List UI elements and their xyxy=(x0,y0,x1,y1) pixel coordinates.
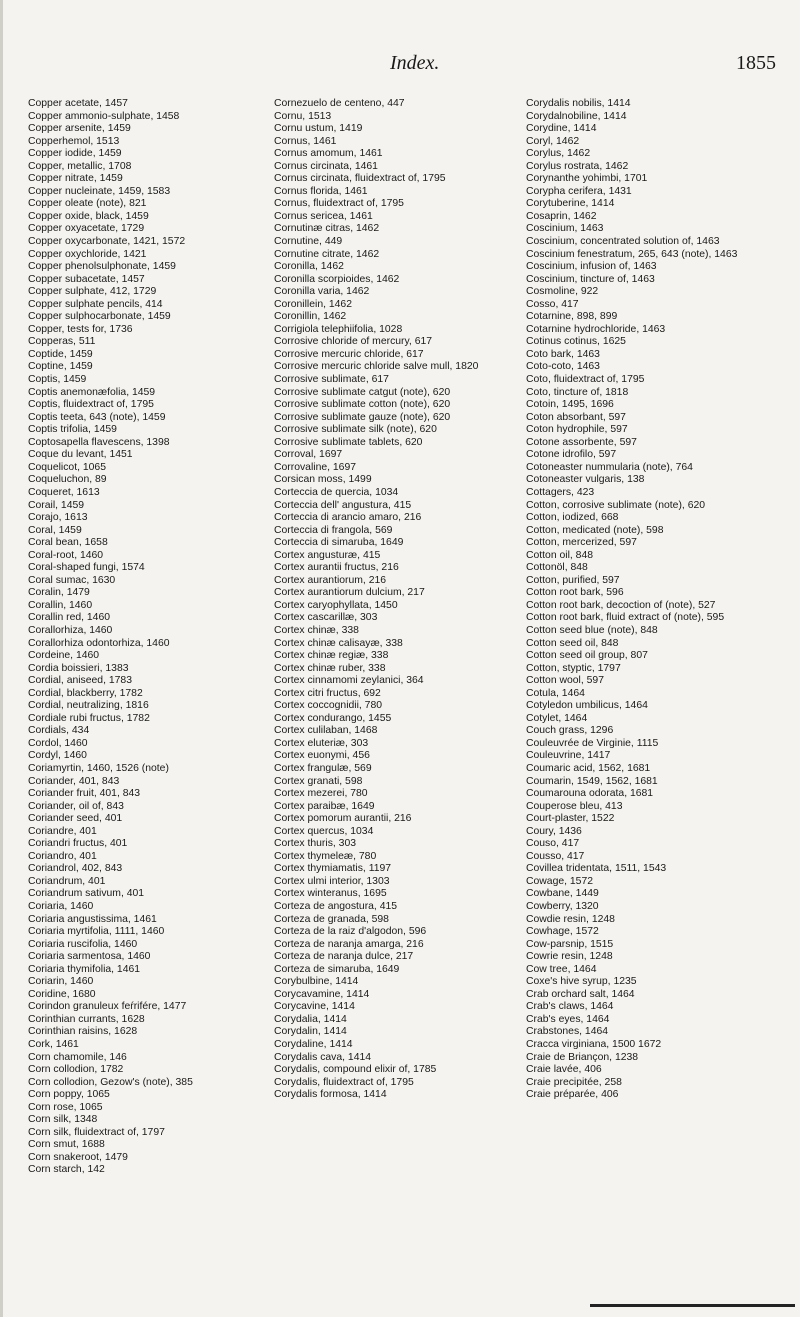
index-entry: Coriamyrtin, 1460, 1526 (note) xyxy=(28,762,169,774)
index-entry: Cortex condurango, 1455 xyxy=(274,712,392,724)
index-entry: Cotton, corrosive sublimate (note), 620 xyxy=(526,499,706,511)
index-entry: Cottonöl, 848 xyxy=(526,562,588,574)
index-entry: Cotton, medicated (note), 598 xyxy=(526,524,664,536)
index-entry: Coriaria angustissima, 1461 xyxy=(28,913,157,925)
index-entry: Coriander, oil of, 843 xyxy=(28,800,124,812)
index-entry: Corn poppy, 1065 xyxy=(28,1089,110,1101)
index-entry: Corybulbine, 1414 xyxy=(274,976,359,988)
index-entry: Coto-coto, 1463 xyxy=(526,361,600,373)
index-entry: Coumaric acid, 1562, 1681 xyxy=(526,762,651,774)
index-entry: Cornutinæ citras, 1462 xyxy=(274,223,380,235)
index-entry: Copper, metallic, 1708 xyxy=(28,160,132,172)
index-entry: Corn silk, fluidextract of, 1797 xyxy=(28,1126,165,1138)
index-entry: Cosaprin, 1462 xyxy=(526,210,597,222)
index-entry: Copper nitrate, 1459 xyxy=(28,173,123,185)
index-entry: Coqueluchon, 89 xyxy=(28,474,107,486)
index-entry: Coriandrum, 401 xyxy=(28,875,106,887)
index-entry: Coriandre, 401 xyxy=(28,825,97,837)
index-entry: Corteza de naranja amarga, 216 xyxy=(274,938,424,950)
index-entry: Cotton, styptic, 1797 xyxy=(526,662,621,674)
index-entry: Cotton oil, 848 xyxy=(526,549,594,561)
index-entry: Copper sulphate pencils, 414 xyxy=(28,298,163,310)
index-entry: Cordials, 434 xyxy=(28,725,90,737)
index-entry: Crab's claws, 1464 xyxy=(526,1001,614,1013)
index-entry: Cortex euonymi, 456 xyxy=(274,750,370,762)
index-entry: Cortex aurantiorum, 216 xyxy=(274,574,387,586)
index-entry: Coronilla scorpioides, 1462 xyxy=(274,273,400,285)
index-entry: Copper oxycarbonate, 1421, 1572 xyxy=(28,236,186,248)
index-entry: Corrosive sublimate catgut (note), 620 xyxy=(274,386,451,398)
index-entry: Cordeine, 1460 xyxy=(28,650,100,662)
index-entry: Copper oleate (note), 821 xyxy=(28,198,147,210)
index-entry: Crab orchard salt, 1464 xyxy=(526,988,635,1000)
index-entry: Copper sulphocarbonate, 1459 xyxy=(28,311,171,323)
page-header xyxy=(0,52,800,74)
index-entry: Coryl, 1462 xyxy=(526,135,580,147)
index-entry: Cotton wool, 597 xyxy=(526,675,604,687)
index-entry: Coptis anemonæfolia, 1459 xyxy=(28,386,156,398)
index-entry: Covillea tridentata, 1511, 1543 xyxy=(526,863,667,875)
index-entry: Coscinium, tincture of, 1463 xyxy=(526,273,655,285)
index-entry: Coriander, 401, 843 xyxy=(28,775,120,787)
index-entry: Couperose bleu, 413 xyxy=(526,800,623,812)
index-entry: Cortex caryophyllata, 1450 xyxy=(274,599,398,611)
index-entry: Cortex mezerei, 780 xyxy=(274,788,368,800)
index-entry: Corycavine, 1414 xyxy=(274,1001,355,1013)
index-entry: Corrosive mercuric chloride salve mull, 1820 xyxy=(274,361,479,373)
index-entry: Coptine, 1459 xyxy=(28,361,93,373)
index-entry: Copper phenolsulphonate, 1459 xyxy=(28,261,176,273)
index-entry: Copper oxide, black, 1459 xyxy=(28,210,149,222)
index-entry: Cowage, 1572 xyxy=(526,875,594,887)
index-entry: Coton absorbant, 597 xyxy=(526,411,626,423)
index-entry: Cordia boissieri, 1383 xyxy=(28,662,129,674)
index-entry: Coumarin, 1549, 1562, 1681 xyxy=(526,775,658,787)
index-entry: Court-plaster, 1522 xyxy=(526,813,615,825)
index-entry: Copper nucleinate, 1459, 1583 xyxy=(28,185,171,197)
index-entry: Corytuberine, 1414 xyxy=(526,198,615,210)
index-entry: Coriarin, 1460 xyxy=(28,976,94,988)
index-entry: Coronillein, 1462 xyxy=(274,298,352,310)
index-entry: Coriaria sarmentosa, 1460 xyxy=(28,951,151,963)
index-entry: Cornus amomum, 1461 xyxy=(274,148,383,160)
index-entry: Coral, 1459 xyxy=(28,524,82,536)
index-entry: Copper sulphate, 412, 1729 xyxy=(28,286,157,298)
index-entry: Corteccia di simaruba, 1649 xyxy=(274,537,404,549)
index-entry: Cotton root bark, fluid extract of (note), 595 xyxy=(526,612,725,624)
index-entry: Corteccia dell' angustura, 415 xyxy=(274,499,412,511)
index-entry: Cornu ustum, 1419 xyxy=(274,123,363,135)
index-entry: Cornutine citrate, 1462 xyxy=(274,248,380,260)
index-entry: Coral-root, 1460 xyxy=(28,549,104,561)
index-entry: Cornus sericea, 1461 xyxy=(274,210,373,222)
index-entry: Cotone assorbente, 597 xyxy=(526,436,637,448)
index-entry: Corrosive sublimate silk (note), 620 xyxy=(274,424,437,436)
index-entry: Cortex chinæ calisayæ, 338 xyxy=(274,637,403,649)
index-entry: Cowbane, 1449 xyxy=(526,888,599,900)
index-entry: Copper, tests for, 1736 xyxy=(28,323,133,335)
index-entry: Cork, 1461 xyxy=(28,1039,79,1051)
index-entry: Cortex citri fructus, 692 xyxy=(274,687,381,699)
index-entry: Coralin, 1479 xyxy=(28,587,90,599)
index-entry: Copper ammonio-sulphate, 1458 xyxy=(28,110,180,122)
index-entry: Coriaria thymifolia, 1461 xyxy=(28,963,141,975)
index-entry: Cosso, 417 xyxy=(526,298,579,310)
index-entry: Cortex pomorum aurantii, 216 xyxy=(274,813,412,825)
index-entry: Coriaria myrtifolia, 1111, 1460 xyxy=(28,926,165,938)
index-entry: Coriandrol, 402, 843 xyxy=(28,863,123,875)
index-entry: Couleuvrée de Virginie, 1115 xyxy=(526,737,659,749)
index-entry: Corteza de angostura, 415 xyxy=(274,901,398,912)
index-entry: Cotula, 1464 xyxy=(526,687,585,699)
index-entry: Cotoneaster vulgaris, 138 xyxy=(526,474,645,486)
index-entry: Coral sumac, 1630 xyxy=(28,574,116,586)
index-entry: Corteccia di arancio amaro, 216 xyxy=(274,512,422,524)
index-entry: Corinthian currants, 1628 xyxy=(28,1013,145,1025)
index-entry: Corydalis cava, 1414 xyxy=(274,1051,372,1063)
index-entry: Cowdie resin, 1248 xyxy=(526,913,615,925)
bottom-rule xyxy=(590,1304,795,1307)
index-entry: Coriandrum sativum, 401 xyxy=(28,888,145,900)
index-entry: Corydalis, compound elixir of, 1785 xyxy=(274,1064,437,1076)
index-entry: Corydalis nobilis, 1414 xyxy=(526,98,631,109)
index-entry: Coumarouna odorata, 1681 xyxy=(526,788,654,800)
index-entry: Cordiale rubi fructus, 1782 xyxy=(28,712,150,724)
index-entry: Corydine, 1414 xyxy=(526,123,597,135)
index-entry: Corteccia di frangola, 569 xyxy=(274,524,393,536)
index-entry: Corallorhiza, 1460 xyxy=(28,624,113,636)
index-entry: Corteza de la raiz d'algodon, 596 xyxy=(274,926,427,938)
index-entry: Coriandro, 401 xyxy=(28,850,97,862)
index-columns xyxy=(28,98,788,1288)
page-edge xyxy=(0,0,3,1317)
page-title: Index. xyxy=(390,52,440,74)
index-entry: Corail, 1459 xyxy=(28,499,85,511)
index-entry: Coptis trifolia, 1459 xyxy=(28,424,117,436)
index-entry: Coton hydrophile, 597 xyxy=(526,424,628,436)
index-entry: Coto, fluidextract of, 1795 xyxy=(526,374,645,386)
index-entry: Cortex winteranus, 1695 xyxy=(274,888,387,900)
index-entry: Corrosive chloride of mercury, 617 xyxy=(274,336,433,348)
index-entry: Cornezuelo de centeno, 447 xyxy=(274,98,405,109)
index-entry: Coptis, fluidextract of, 1795 xyxy=(28,399,154,411)
index-entry: Corypha cerifera, 1431 xyxy=(526,185,632,197)
index-entry: Cortex cascarillæ, 303 xyxy=(274,612,378,624)
index-entry: Corynanthe yohimbi, 1701 xyxy=(526,173,648,185)
index-entry: Cracca virginiana, 1500 1672 xyxy=(526,1039,662,1051)
index-entry: Cotton, mercerized, 597 xyxy=(526,537,637,549)
index-entry: Coscinium, infusion of, 1463 xyxy=(526,261,657,273)
index-entry: Cortex aurantii fructus, 216 xyxy=(274,562,399,574)
index-entry: Coxe's hive syrup, 1235 xyxy=(526,976,637,988)
index-entry: Corajo, 1613 xyxy=(28,512,88,524)
index-entry: Corn silk, 1348 xyxy=(28,1114,98,1126)
index-entry: Coscinium, 1463 xyxy=(526,223,604,235)
index-entry: Corallin, 1460 xyxy=(28,599,93,611)
index-entry: Corinthian raisins, 1628 xyxy=(28,1026,138,1038)
index-entry: Coscinium, concentrated solution of, 1463 xyxy=(526,236,720,248)
index-entry: Coral-shaped fungi, 1574 xyxy=(28,562,145,574)
index-entry: Corydaline, 1414 xyxy=(274,1039,353,1051)
index-entry: Coto bark, 1463 xyxy=(526,348,600,360)
index-entry: Coronilla varia, 1462 xyxy=(274,286,370,298)
index-entry: Corrigiola telephiifolia, 1028 xyxy=(274,323,403,335)
index-entry: Cortex angusturæ, 415 xyxy=(274,549,381,561)
index-column-3 xyxy=(526,98,772,1102)
index-entry: Corrovaline, 1697 xyxy=(274,461,357,473)
index-entry: Coptide, 1459 xyxy=(28,348,93,360)
index-entry: Cotton seed oil, 848 xyxy=(526,637,619,649)
index-entry: Cortex thymiamatis, 1197 xyxy=(274,863,392,875)
index-entry: Copperhemol, 1513 xyxy=(28,135,120,147)
index-entry: Cortex thymeleæ, 780 xyxy=(274,850,377,862)
index-entry: Corn smut, 1688 xyxy=(28,1139,105,1151)
index-entry: Copper acetate, 1457 xyxy=(28,98,128,109)
index-entry: Corn collodion, Gezow's (note), 385 xyxy=(28,1076,193,1088)
index-entry: Cosmoline, 922 xyxy=(526,286,599,298)
index-entry: Corrosive sublimate tablets, 620 xyxy=(274,436,423,448)
index-entry: Cortex cinnamomi zeylanici, 364 xyxy=(274,675,424,687)
index-entry: Corteza de simaruba, 1649 xyxy=(274,963,400,975)
index-entry: Cornus florida, 1461 xyxy=(274,185,368,197)
index-entry: Cornutine, 449 xyxy=(274,236,343,248)
index-entry: Coridine, 1680 xyxy=(28,988,96,1000)
index-entry: Cortex chinæ, 338 xyxy=(274,624,359,636)
index-entry: Cornu, 1513 xyxy=(274,110,332,122)
page-number: 1855 xyxy=(736,52,776,74)
index-entry: Copperas, 511 xyxy=(28,336,96,348)
index-entry: Cotoin, 1495, 1696 xyxy=(526,399,614,411)
index-entry: Cordial, neutralizing, 1816 xyxy=(28,700,149,712)
index-entry: Corteza de naranja dulce, 217 xyxy=(274,951,414,963)
index-entry: Cortex thuris, 303 xyxy=(274,838,357,850)
index-entry: Cotarnine, 898, 899 xyxy=(526,311,618,323)
index-entry: Copper oxyacetate, 1729 xyxy=(28,223,145,235)
index-entry: Coque du levant, 1451 xyxy=(28,449,133,461)
index-entry: Cordial, aniseed, 1783 xyxy=(28,675,132,687)
index-entry: Corydalia, 1414 xyxy=(274,1013,347,1025)
index-entry: Cow tree, 1464 xyxy=(526,963,597,975)
index-entry: Corycavamine, 1414 xyxy=(274,988,370,1000)
index-entry: Cordyl, 1460 xyxy=(28,750,87,762)
index-entry: Coronillin, 1462 xyxy=(274,311,347,323)
index-entry: Corylus rostrata, 1462 xyxy=(526,160,629,172)
index-entry: Cortex frangulæ, 569 xyxy=(274,762,372,774)
index-entry: Cortex ulmi interior, 1303 xyxy=(274,875,390,887)
index-entry: Cortex eluteriæ, 303 xyxy=(274,737,369,749)
index-entry: Cotton, purified, 597 xyxy=(526,574,620,586)
index-column-2 xyxy=(274,98,520,1102)
index-entry: Coriandri fructus, 401 xyxy=(28,838,128,850)
index-entry: Corallorhiza odontorhiza, 1460 xyxy=(28,637,170,649)
index-entry: Cortex aurantiorum dulcium, 217 xyxy=(274,587,425,599)
index-entry: Corroval, 1697 xyxy=(274,449,343,461)
index-entry: Corydalin, 1414 xyxy=(274,1026,347,1038)
index-column-1 xyxy=(28,98,274,1177)
index-entry: Corn rose, 1065 xyxy=(28,1101,103,1113)
index-entry: Cortex granati, 598 xyxy=(274,775,363,787)
index-entry: Cotyledon umbilicus, 1464 xyxy=(526,700,648,712)
index-entry: Cotton root bark, 596 xyxy=(526,587,624,599)
index-entry: Cousso, 417 xyxy=(526,850,585,862)
index-entry: Corylus, 1462 xyxy=(526,148,591,160)
index-entry: Couso, 417 xyxy=(526,838,580,850)
index-entry: Cordial, blackberry, 1782 xyxy=(28,687,143,699)
index-entry: Corallin red, 1460 xyxy=(28,612,111,624)
index-entry: Corteccia de quercia, 1034 xyxy=(274,486,399,498)
index-entry: Cordol, 1460 xyxy=(28,737,88,749)
index-entry: Craie precipitée, 258 xyxy=(526,1076,622,1088)
index-entry: Corindon granuleux feŕrifére, 1477 xyxy=(28,1001,187,1013)
index-entry: Cowhage, 1572 xyxy=(526,926,599,938)
index-entry: Cotinus cotinus, 1625 xyxy=(526,336,626,348)
index-entry: Corteza de granada, 598 xyxy=(274,913,389,925)
index-entry: Cow-parsnip, 1515 xyxy=(526,938,614,950)
index-entry: Corrosive mercuric chloride, 617 xyxy=(274,348,424,360)
index-entry: Copper subacetate, 1457 xyxy=(28,273,145,285)
index-entry: Corrosive sublimate, 617 xyxy=(274,374,389,386)
index-entry: Copper arsenite, 1459 xyxy=(28,123,131,135)
index-entry: Coquelicot, 1065 xyxy=(28,461,106,473)
index-entry: Cortex chinæ ruber, 338 xyxy=(274,662,386,674)
index-entry: Cortex paraibæ, 1649 xyxy=(274,800,375,812)
index-entry: Cotarnine hydrochloride, 1463 xyxy=(526,323,666,335)
index-entry: Cotton root bark, decoction of (note), 527 xyxy=(526,599,716,611)
index-entry: Cottagers, 423 xyxy=(526,486,595,498)
index-entry: Corydalis formosa, 1414 xyxy=(274,1089,387,1101)
index-entry: Couleuvrine, 1417 xyxy=(526,750,611,762)
index-entry: Corydalnobiline, 1414 xyxy=(526,110,627,122)
index-entry: Coral bean, 1658 xyxy=(28,537,108,549)
index-entry: Corn collodion, 1782 xyxy=(28,1064,124,1076)
index-entry: Coriander seed, 401 xyxy=(28,813,123,825)
index-entry: Cortex quercus, 1034 xyxy=(274,825,374,837)
index-entry: Cotton seed oil group, 807 xyxy=(526,650,648,662)
index-entry: Cornus circinata, 1461 xyxy=(274,160,378,172)
index-entry: Craie lavée, 406 xyxy=(526,1064,602,1076)
index-entry: Cortex coccognidii, 780 xyxy=(274,700,383,712)
index-entry: Coscinium fenestratum, 265, 643 (note), 1463 xyxy=(526,248,738,260)
index-entry: Coriaria ruscifolia, 1460 xyxy=(28,938,138,950)
index-entry: Corn chamomile, 146 xyxy=(28,1051,127,1063)
index-entry: Copper iodide, 1459 xyxy=(28,148,122,160)
index-entry: Coptosapella flavescens, 1398 xyxy=(28,436,170,448)
index-entry: Coronilla, 1462 xyxy=(274,261,344,273)
index-entry: Cotoneaster nummularia (note), 764 xyxy=(526,461,693,473)
index-entry: Corrosive sublimate gauze (note), 620 xyxy=(274,411,451,423)
index-entry: Corn snakeroot, 1479 xyxy=(28,1151,128,1163)
index-entry: Craie préparée, 406 xyxy=(526,1089,619,1101)
index-entry: Coury, 1436 xyxy=(526,825,582,837)
index-entry: Cortex chinæ regiæ, 338 xyxy=(274,650,389,662)
index-entry: Cotton, iodized, 668 xyxy=(526,512,619,524)
index-entry: Cornus, fluidextract of, 1795 xyxy=(274,198,404,210)
index-entry: Coriaria, 1460 xyxy=(28,901,94,912)
index-entry: Coriander fruit, 401, 843 xyxy=(28,788,141,800)
index-entry: Craie de Briançon, 1238 xyxy=(526,1051,639,1063)
index-entry: Corsican moss, 1499 xyxy=(274,474,372,486)
index-entry: Coptis, 1459 xyxy=(28,374,87,386)
index-entry: Cotone idrofilo, 597 xyxy=(526,449,617,461)
index-entry: Cowrie resin, 1248 xyxy=(526,951,613,963)
index-entry: Cotton seed blue (note), 848 xyxy=(526,624,658,636)
index-entry: Couch grass, 1296 xyxy=(526,725,614,737)
index-entry: Cornus, 1461 xyxy=(274,135,337,147)
index-entry: Crabstones, 1464 xyxy=(526,1026,609,1038)
index-entry: Copper oxychloride, 1421 xyxy=(28,248,147,260)
index-entry: Crab's eyes, 1464 xyxy=(526,1013,610,1025)
index-entry: Coptis teeta, 643 (note), 1459 xyxy=(28,411,166,423)
index-entry: Corrosive sublimate cotton (note), 620 xyxy=(274,399,451,411)
index-entry: Cornus circinata, fluidextract of, 1795 xyxy=(274,173,446,185)
index-entry: Corn starch, 142 xyxy=(28,1164,105,1176)
index-entry: Corydalis, fluidextract of, 1795 xyxy=(274,1076,414,1088)
index-entry: Coqueret, 1613 xyxy=(28,486,100,498)
index-entry: Cortex culilaban, 1468 xyxy=(274,725,378,737)
index-entry: Coto, tincture of, 1818 xyxy=(526,386,629,398)
index-entry: Cotylet, 1464 xyxy=(526,712,588,724)
index-entry: Cowberry, 1320 xyxy=(526,901,599,912)
